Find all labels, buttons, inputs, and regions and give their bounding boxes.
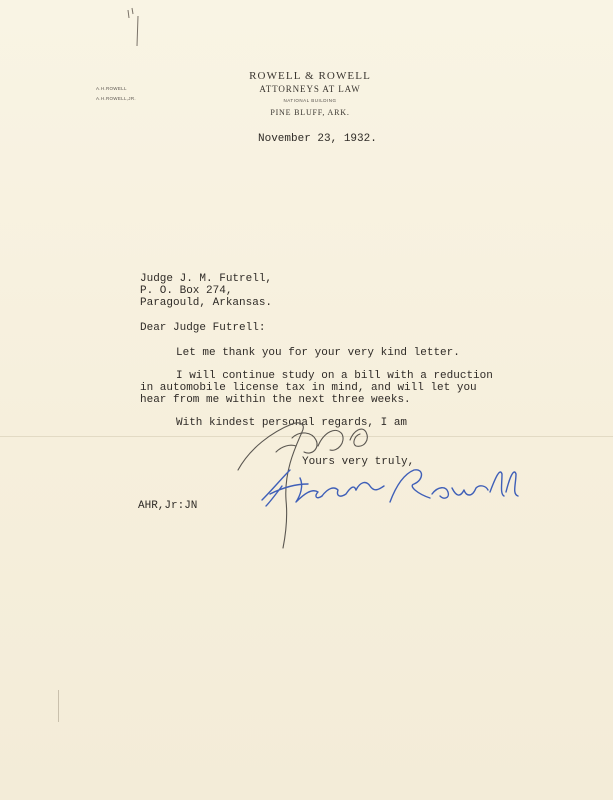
letterhead-partner: A.H.ROWELL (96, 86, 127, 91)
letter-date: November 23, 1932. (258, 133, 377, 145)
letterhead-subtitle: ATTORNEYS AT LAW (259, 84, 361, 94)
pencil-scrawl (238, 423, 367, 548)
body-paragraph-2-line: hear from me within the next three weeks. (140, 394, 411, 406)
paper-edge-mark (58, 690, 59, 722)
letterhead-building: NATIONAL BUILDING (283, 98, 337, 103)
letterhead-firm-name: ROWELL & ROWELL (249, 70, 371, 82)
body-paragraph-1: Let me thank you for your very kind letter. (176, 347, 460, 359)
recipient-line: P. O. Box 274, (140, 285, 233, 297)
recipient-line: Paragould, Arkansas. (140, 297, 273, 309)
body-paragraph-3: With kindest personal regards, I am (176, 417, 408, 429)
paper-fold-line (0, 436, 613, 437)
signature-text (262, 476, 270, 477)
closing: Yours very truly, (302, 456, 415, 468)
typist-initials: AHR,Jr:JN (138, 500, 198, 512)
ink-signature (262, 470, 518, 506)
letterhead-partner: A.H.ROWELL,JR. (96, 96, 136, 101)
body-paragraph-2-line: in automobile license tax in mind, and will let you (140, 382, 477, 394)
body-paragraph-2-line: I will continue study on a bill with a reduction (176, 370, 493, 382)
recipient-line: Judge J. M. Futrell, (140, 273, 273, 285)
salutation: Dear Judge Futrell: (140, 322, 266, 334)
letterhead-city: PINE BLUFF, ARK. (270, 108, 350, 117)
pencil-mark-top (120, 6, 144, 50)
